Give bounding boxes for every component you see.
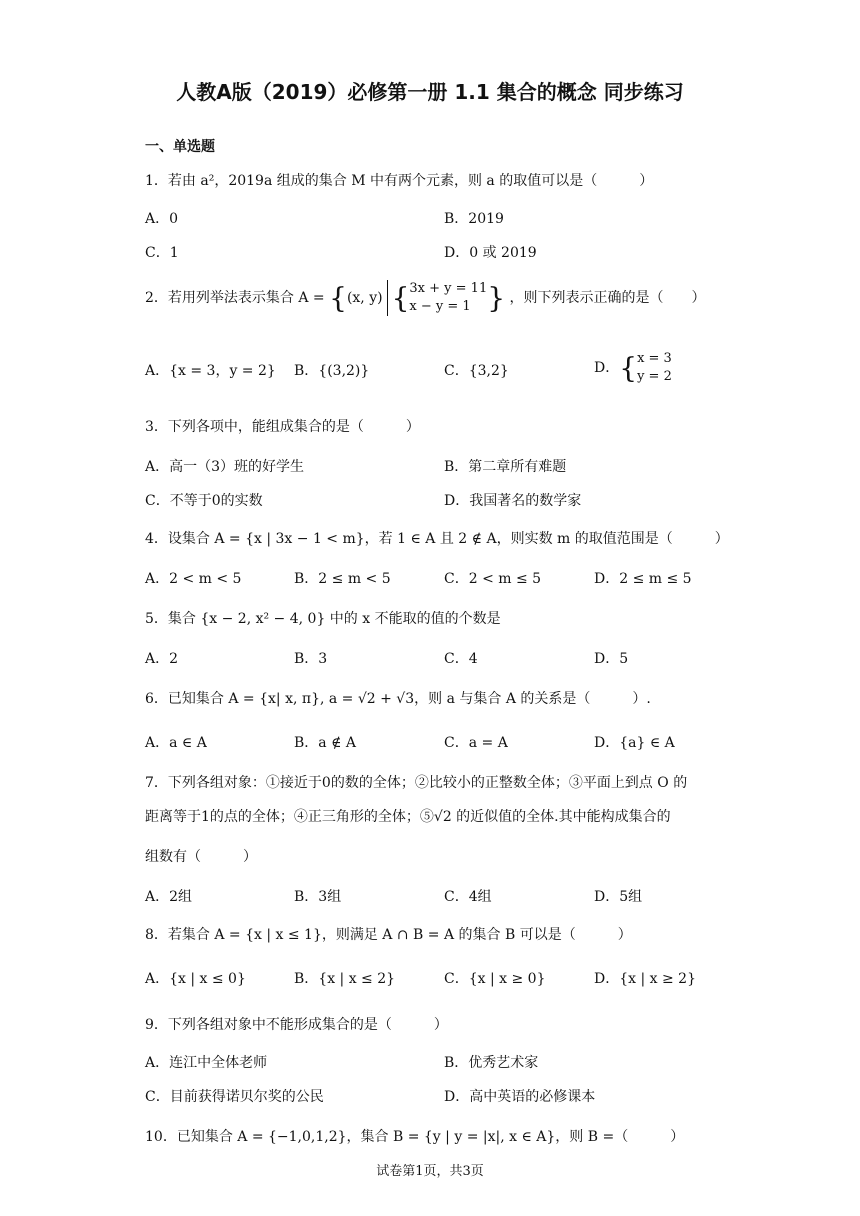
q9-option-b: B．优秀艺术家 — [444, 1055, 539, 1071]
q5-option-c: C．4 — [444, 651, 478, 667]
q5-option-b: B．3 — [294, 651, 328, 667]
q6-option-a: A．a ∈ A — [145, 735, 207, 751]
q2-optd-eq1: x = 3 — [637, 351, 672, 366]
q1-option-b: B．2019 — [444, 211, 504, 227]
question-9-stem: 9．下列各组对象中不能形成集合的是（ ） — [145, 1017, 448, 1033]
q7-option-d: D．5组 — [594, 889, 643, 905]
q1-option-a: A．0 — [145, 211, 179, 227]
q4-option-b: B．2 ≤ m < 5 — [294, 571, 391, 587]
q7-option-a: A．2组 — [145, 889, 193, 905]
q2-optd-eq2: y = 2 — [637, 369, 672, 384]
q2-option-d-label: D． — [594, 360, 620, 376]
question-6-stem: 6．已知集合 A = {x| x, π}, a = √2 + √3，则 a 与集合 A 的关系是（ ）. — [145, 691, 651, 707]
question-3-stem: 3．下列各项中，能组成集合的是（ ） — [145, 419, 420, 435]
q2-option-d: D．{x = 3 y = 2 — [594, 351, 672, 385]
q1-option-c: C．1 — [145, 245, 179, 261]
q2-set-head: (x, y) — [346, 290, 383, 306]
q8-option-c: C．{x | x ≥ 0} — [444, 971, 546, 987]
q4-option-a: A．2 < m < 5 — [145, 571, 242, 587]
q8-option-d: D．{x | x ≥ 2} — [594, 971, 696, 987]
q2-eq2: x − y = 1 — [409, 299, 471, 314]
q9-option-c: C．目前获得诺贝尔奖的公民 — [145, 1089, 324, 1105]
q2-option-c: C．{3,2} — [444, 363, 509, 379]
question-10-stem: 10．已知集合 A = {−1,0,1,2}，集合 B = {y | y = |x|, x ∈ A}，则 B =（ ） — [145, 1129, 685, 1145]
q6-option-d: D．{a} ∈ A — [594, 735, 675, 751]
q3-option-d: D．我国著名的数学家 — [444, 493, 582, 509]
question-7-stem-line-1: 7．下列各组对象：①接近于0的数的全体；②比较小的正整数全体；③平面上到点 O 的 — [145, 775, 688, 791]
q4-option-c: C．2 < m ≤ 5 — [444, 571, 542, 587]
page-title: 人教A版（2019）必修第一册 1.1 集合的概念 同步练习 — [176, 80, 684, 104]
q9-option-a: A．连江中全体老师 — [145, 1055, 268, 1071]
q8-option-a: A．{x | x ≤ 0} — [145, 971, 246, 987]
q3-option-b: B．第二章所有难题 — [444, 459, 567, 475]
q3-option-a: A．高一（3）班的好学生 — [145, 459, 305, 475]
q2-option-b: B．{(3,2)} — [294, 363, 370, 379]
q2-option-a: A．{x = 3，y = 2} — [145, 363, 276, 379]
q4-option-d: D．2 ≤ m ≤ 5 — [594, 571, 692, 587]
q6-option-c: C．a = A — [444, 735, 508, 751]
page-footer: 试卷第1页，共3页 — [376, 1164, 484, 1179]
q5-option-a: A．2 — [145, 651, 179, 667]
q8-option-b: B．{x | x ≤ 2} — [294, 971, 396, 987]
q1-option-d: D．0 或 2019 — [444, 245, 537, 261]
question-8-stem: 8．若集合 A = {x | x ≤ 1}，则满足 A ∩ B = A 的集合 B 可以是（ ） — [145, 927, 632, 943]
question-7-stem-line-3: 组数有（ ） — [145, 849, 257, 865]
q3-option-c: C．不等于0的实数 — [145, 493, 263, 509]
q5-option-d: D．5 — [594, 651, 629, 667]
question-7-stem-line-2: 距离等于1的点的全体；④正三角形的全体；⑤√2 的近似值的全体.其中能构成集合的 — [145, 809, 671, 825]
q6-option-b: B．a ∉ A — [294, 735, 357, 751]
question-2-stem: 2．若用列举法表示集合 A = {(x, y) {3x + y = 11 x − y = 1 } ，则下列表示正确的是（ ） — [145, 281, 706, 315]
q7-option-b: B．3组 — [294, 889, 342, 905]
q2-stem-suffix: ，则下列表示正确的是（ ） — [509, 290, 706, 306]
question-1-stem: 1．若由 a²，2019a 组成的集合 M 中有两个元素，则 a 的取值可以是（ ） — [145, 173, 654, 189]
q2-eq1: 3x + y = 11 — [409, 281, 488, 296]
section-heading: 一、单选题 — [145, 139, 215, 155]
q9-option-d: D．高中英语的必修课本 — [444, 1089, 596, 1105]
question-5-stem: 5．集合 {x − 2, x² − 4, 0} 中的 x 不能取的值的个数是 — [145, 611, 501, 627]
question-4-stem: 4．设集合 A = {x | 3x − 1 < m}，若 1 ∈ A 且 2 ∉ A，则实数 m 的取值范围是（ ） — [145, 531, 729, 547]
q7-option-c: C．4组 — [444, 889, 492, 905]
q2-stem-prefix: 2．若用列举法表示集合 A = — [145, 290, 325, 306]
